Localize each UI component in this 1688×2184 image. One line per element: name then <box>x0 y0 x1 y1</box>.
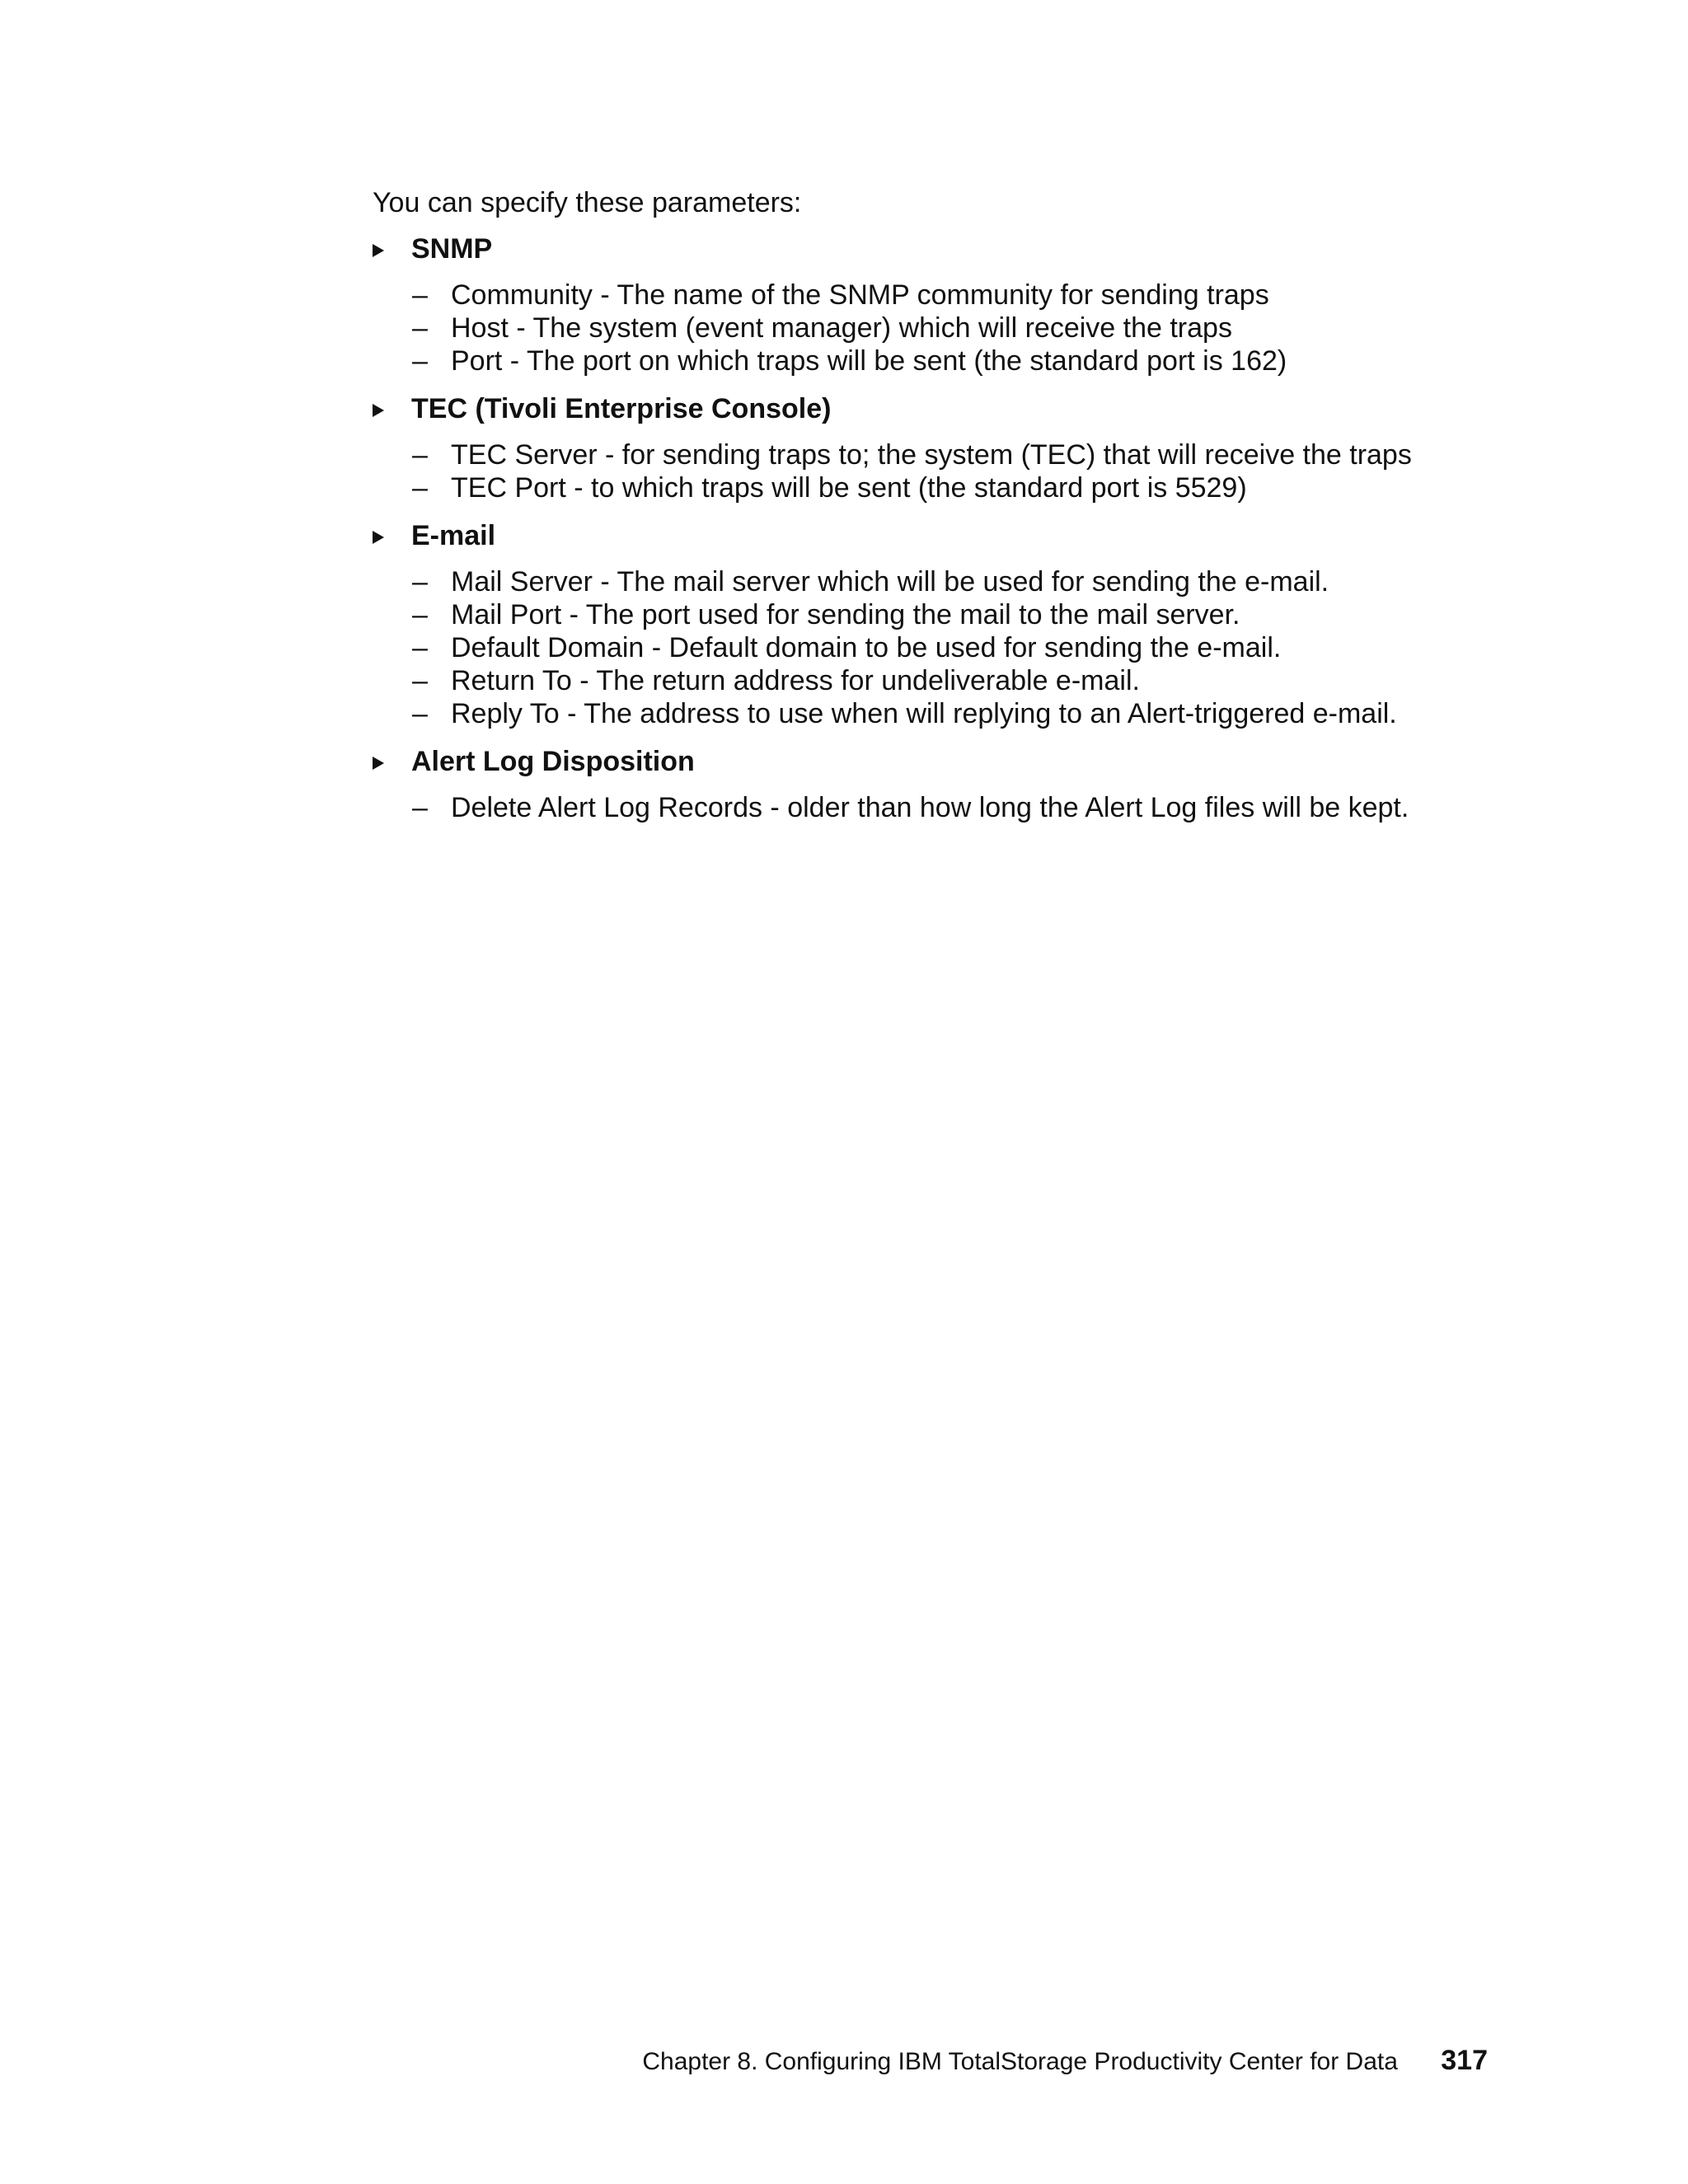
list-item-text: Host - The system (event manager) which will receive the traps <box>451 312 1232 344</box>
list-item <box>373 565 1493 598</box>
list-item <box>373 791 1493 824</box>
dash-marker: – <box>412 472 428 504</box>
sub-item-list <box>373 438 1493 504</box>
dash-marker: – <box>412 632 428 663</box>
sub-item-list <box>373 565 1493 730</box>
list-item-text: Delete Alert Log Records - older than how long the Alert Log files will be kept. <box>451 792 1409 823</box>
list-item <box>373 598 1493 631</box>
list-item-text: Return To - The return address for undeliverable e-mail. <box>451 665 1140 696</box>
dash-marker: – <box>412 599 428 630</box>
list-item-text: Community - The name of the SNMP community for sending traps <box>451 279 1269 311</box>
section-title: TEC (Tivoli Enterprise Console) <box>411 393 832 424</box>
list-item-text: Default Domain - Default domain to be used for sending the e-mail. <box>451 632 1282 663</box>
list-item <box>373 664 1493 697</box>
list-item-text: Reply To - The address to use when will replying to an Alert-triggered e-mail. <box>451 698 1397 729</box>
list-item <box>373 279 1493 312</box>
list-item <box>373 631 1493 664</box>
list-item <box>373 344 1493 377</box>
section-alert-log-disposition <box>373 745 1493 824</box>
dash-marker: – <box>412 439 428 471</box>
section-heading <box>373 232 1493 265</box>
triangle-bullet-icon <box>373 757 384 770</box>
section-tec <box>373 392 1493 504</box>
section-heading <box>373 519 1493 552</box>
sub-item-list <box>373 791 1493 824</box>
section-title: E-mail <box>411 520 496 551</box>
list-item-text: Mail Server - The mail server which will be used for sending the e-mail. <box>451 566 1329 598</box>
section-email <box>373 519 1493 730</box>
dash-marker: – <box>412 312 428 344</box>
dash-marker: – <box>412 792 428 823</box>
page-footer <box>642 2044 1488 2079</box>
list-item <box>373 312 1493 344</box>
triangle-bullet-icon <box>373 404 384 417</box>
section-heading <box>373 392 1493 425</box>
list-item <box>373 471 1493 504</box>
list-item-text: Mail Port - The port used for sending the mail to the mail server. <box>451 599 1240 630</box>
dash-marker: – <box>412 566 428 598</box>
list-item-text: TEC Port - to which traps will be sent (the standard port is 5529) <box>451 472 1247 504</box>
triangle-bullet-icon <box>373 244 384 257</box>
dash-marker: – <box>412 279 428 311</box>
section-snmp <box>373 232 1493 377</box>
list-item-text: TEC Server - for sending traps to; the system (TEC) that will receive the traps <box>451 439 1412 471</box>
list-item <box>373 697 1493 730</box>
dash-marker: – <box>412 698 428 729</box>
intro-text: You can specify these parameters: <box>373 187 802 218</box>
sub-item-list <box>373 279 1493 377</box>
list-item <box>373 438 1493 471</box>
footer-chapter-title: Chapter 8. Configuring IBM TotalStorage Productivity Center for Data <box>642 2048 1398 2075</box>
section-title: SNMP <box>411 233 493 265</box>
dash-marker: – <box>412 665 428 696</box>
section-title: Alert Log Disposition <box>411 746 695 777</box>
section-heading <box>373 745 1493 778</box>
page-number: 317 <box>1441 2045 1488 2076</box>
dash-marker: – <box>412 345 428 377</box>
list-item-text: Port - The port on which traps will be sent (the standard port is 162) <box>451 345 1287 377</box>
page-body <box>373 186 1493 839</box>
triangle-bullet-icon <box>373 531 384 544</box>
